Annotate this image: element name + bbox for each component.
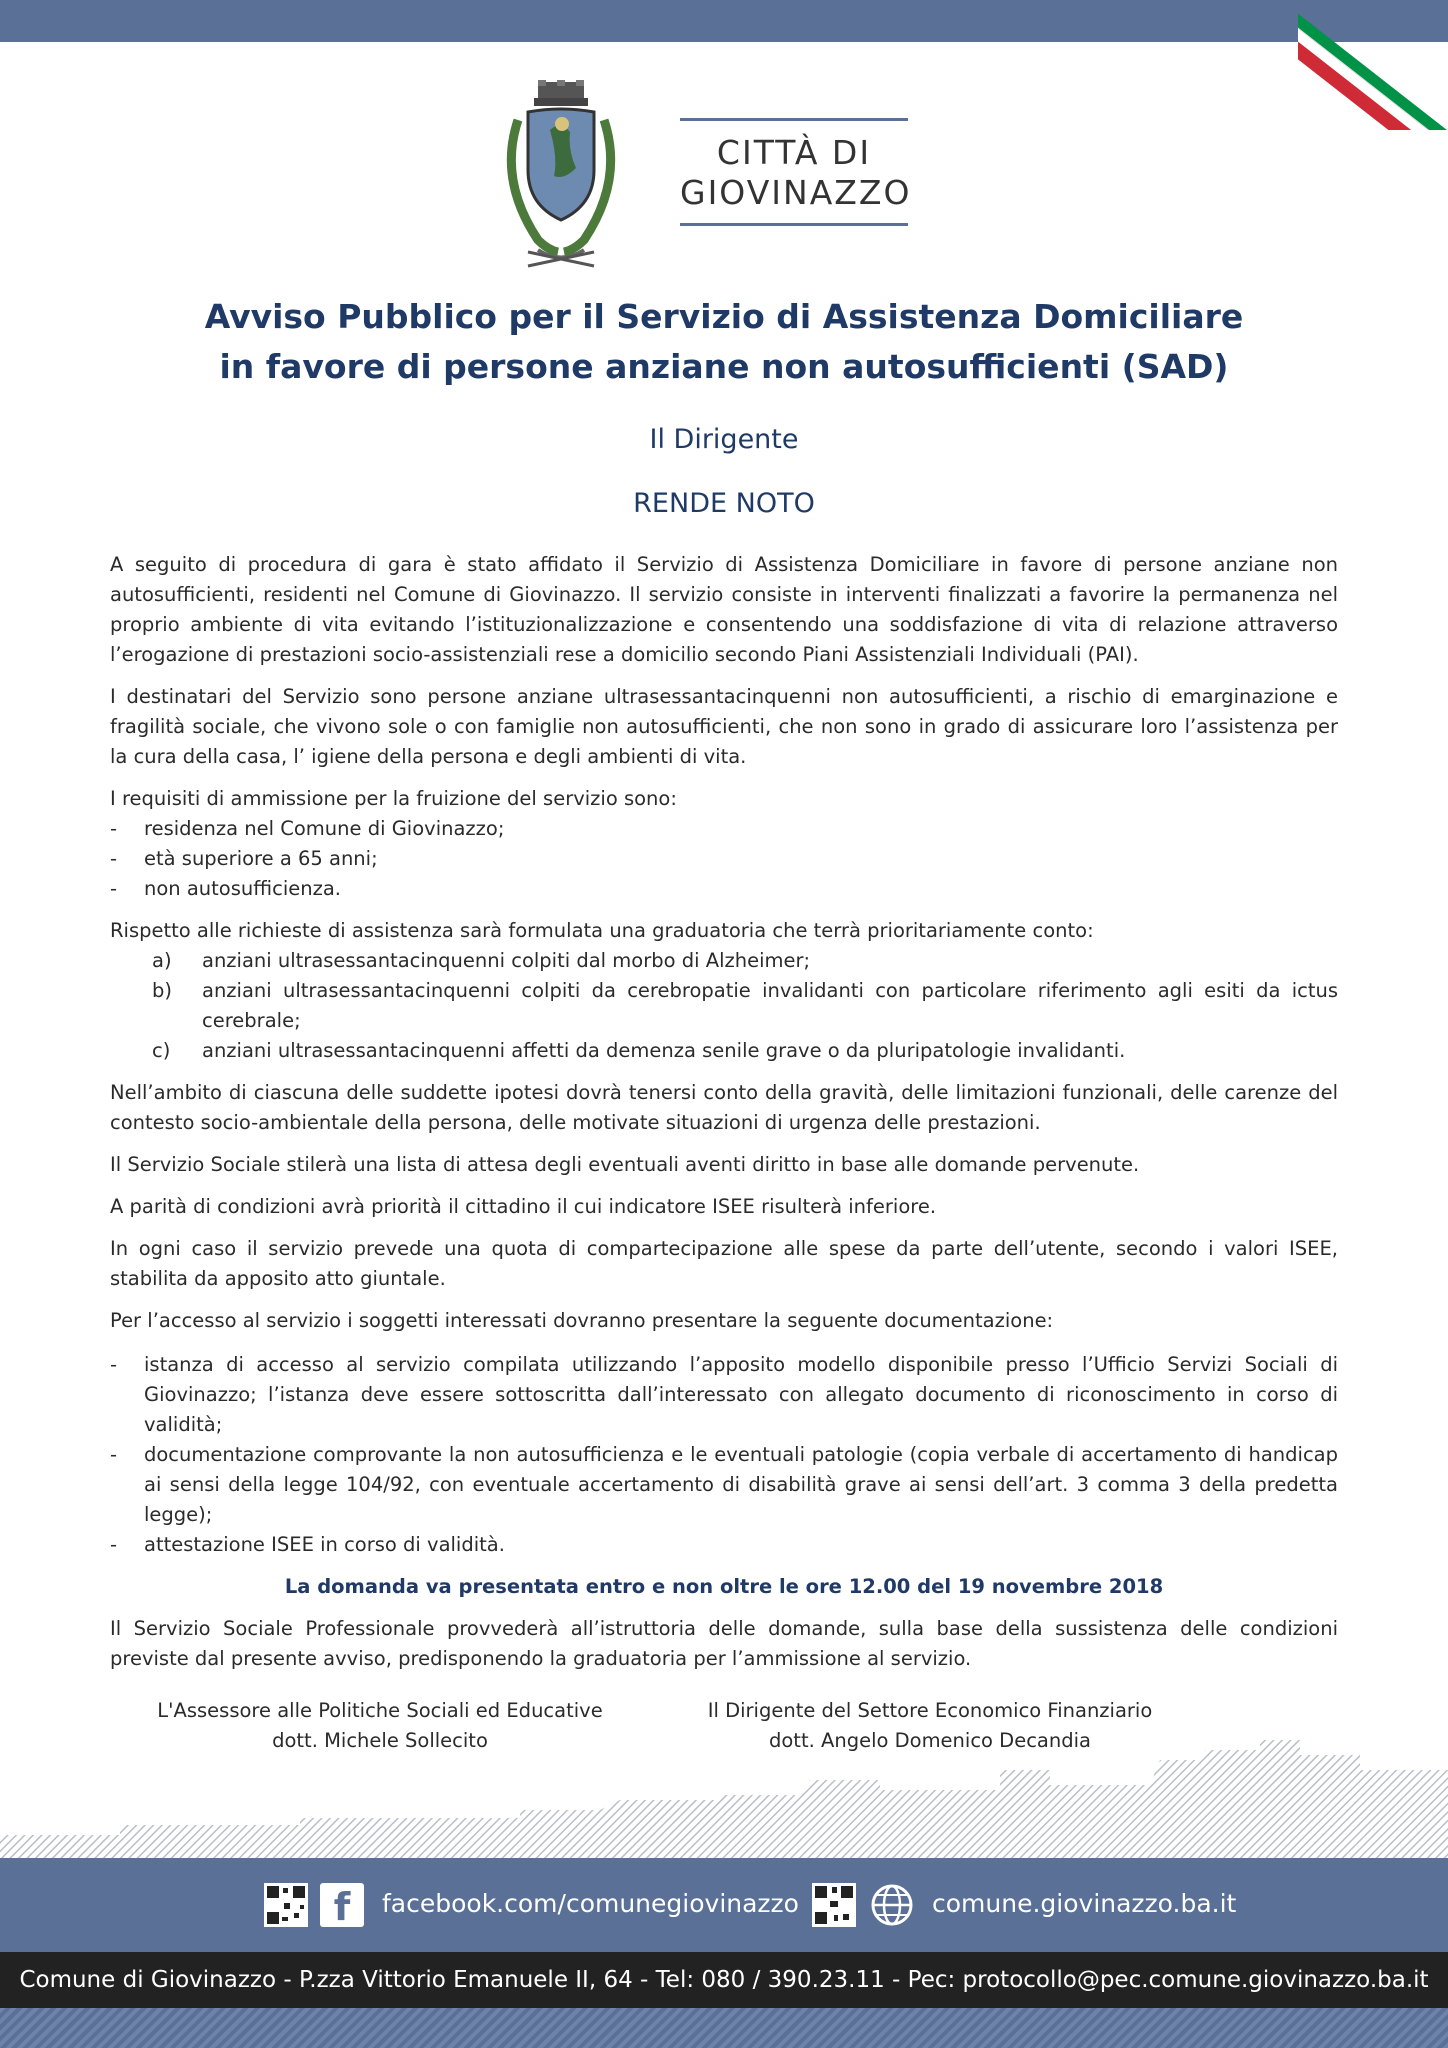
priority-intro: Rispetto alle richieste di assistenza sarà formulata una graduatoria che terrà prioritariamente conto: [110,919,1094,942]
city-logo-text [680,118,912,226]
paragraph-evaluation: Nell’ambito di ciascuna delle suddette ipotesi dovrà tenersi conto della gravità, delle limitazioni funzionali, delle carenze del contesto socio-ambientale della persona, delle motivate situazioni di urgenza delle prestazioni. [110,1081,1338,1134]
facebook-link[interactable]: facebook.com/comunegiovinazzo [382,1889,799,1918]
paragraph-isee-priority: A parità di condizioni avrà priorità il cittadino il cui indicatore ISEE risulterà inferiore. [110,1195,937,1218]
issuer-heading: Il Dirigente [649,424,799,455]
list-item: - età superiore a 65 anni; [110,847,378,870]
title-line-1: Avviso Pubblico per il Servizio di Assistenza Domiciliare [204,297,1244,336]
paragraph-copayment: In ogni caso il servizio prevede una quota di compartecipazione alle spese da parte dell’utente, secondo i valori ISEE, stabilita da apposito atto giuntale. [110,1237,1338,1290]
signature-left-name: dott. Michele Sollecito [272,1729,488,1752]
top-banner [0,0,1448,42]
paragraph-procedure: Il Servizio Sociale Professionale provvederà all’istruttoria delle domande, sulla base della sussistenza delle condizioni previste dal presente avviso, predisponendo la graduatoria per l’ammissione al servizio. [110,1617,1338,1670]
list-item: - residenza nel Comune di Giovinazzo; [110,817,505,840]
requirements-intro: I requisiti di ammissione per la fruizione del servizio sono: [110,787,677,810]
list-item: c) anziani ultrasessantacinquenni affetti da demenza senile grave o da pluripatologie invalidanti. [152,1039,1126,1062]
paragraph-service: A seguito di procedura di gara è stato affidato il Servizio di Assistenza Domiciliare in favore di persone anziane non autosufficienti, residenti nel Comune di Giovinazzo. Il servizio consiste in interventi finalizzati a favorire la permanenza nel proprio ambiente di vita evitando l’istituzionalizzazione e consentendo una soddisfazione di vita di relazione attraverso l’erogazione di prestazioni socio-assistenziali rese a domicilio secondo Piani Assistenziali Individuali (PAI). [110,553,1338,666]
qr-code-icon [264,1883,308,1927]
list-item: - non autosufficienza. [110,877,341,900]
coat-of-arms-icon [498,80,624,270]
city-line-1: CITTÀ DI [716,133,872,172]
list-item: - attestazione ISEE in corso di validità. [110,1533,505,1556]
list-item: - istanza di accesso al servizio compilata utilizzando l’apposito modello disponibile presso l’Ufficio Servizi Sociali di Giovinazzo; l’istanza deve essere sottoscritta dall’interessato con allegato documento di riconoscimento in corso di validità; [110,1353,1338,1436]
list-item: - documentazione comprovante la non autosufficienza e le eventuali patologie (copia verbale di accertamento di handicap ai sensi della legge 104/92, con eventuale accertamento di disabilità grave ai sensi dell’art. 3 comma 3 della predetta legge); [110,1443,1338,1526]
deadline-notice: La domanda va presentata entro e non oltre le ore 12.00 del 19 novembre 2018 [284,1575,1164,1598]
website-link[interactable]: comune.giovinazzo.ba.it [932,1889,1237,1918]
city-skyline-graphic [0,1740,1448,1860]
globe-icon[interactable] [870,1883,914,1927]
italian-flag-corner [1298,0,1448,130]
city-line-2: GIOVINAZZO [680,173,912,212]
notice-body [110,550,1338,1686]
title-line-2: in favore di persone anziane non autosufficienti (SAD) [219,347,1229,386]
qr-code-icon [812,1883,856,1927]
signature-right-role: Il Dirigente del Settore Economico Finanziario [707,1699,1153,1722]
facebook-icon[interactable]: f [320,1883,364,1927]
documents-intro: Per l’accesso al servizio i soggetti interessati dovranno presentare la seguente documentazione: [110,1309,1054,1332]
signature-left-role: L'Assessore alle Politiche Sociali ed Educative [157,1699,603,1722]
bottom-stripe-band [0,2008,1448,2048]
paragraph-waitlist: Il Servizio Sociale stilerà una lista di attesa degli eventuali aventi diritto in base alle domande pervenute. [110,1153,1140,1176]
signature-right-name: dott. Angelo Domenico Decandia [769,1729,1091,1752]
paragraph-recipients: I destinatari del Servizio sono persone anziane ultrasessantacinquenni non autosufficienti, a rischio di emarginazione e fragilità sociale, che vivono sole o con famiglie non autosufficienti, che non sono in grado di assicurare loro l’assistenza per la cura della casa, l’ igiene della persona e degli ambienti di vita. [110,685,1338,768]
footer-contact: Comune di Giovinazzo - P.zza Vittorio Emanuele II, 64 - Tel: 080 / 390.23.11 - Pec: protocollo@pec.comune.giovinazzo.ba.it [0,1952,1448,2008]
list-item: b) anziani ultrasessantacinquenni colpiti da cerebropatie invalidanti con particolare riferimento agli esiti da ictus cerebrale; [152,979,1338,1032]
announce-heading: RENDE NOTO [633,488,815,519]
notice-title [0,292,1448,392]
list-item: a) anziani ultrasessantacinquenni colpiti dal morbo di Alzheimer; [152,949,811,972]
